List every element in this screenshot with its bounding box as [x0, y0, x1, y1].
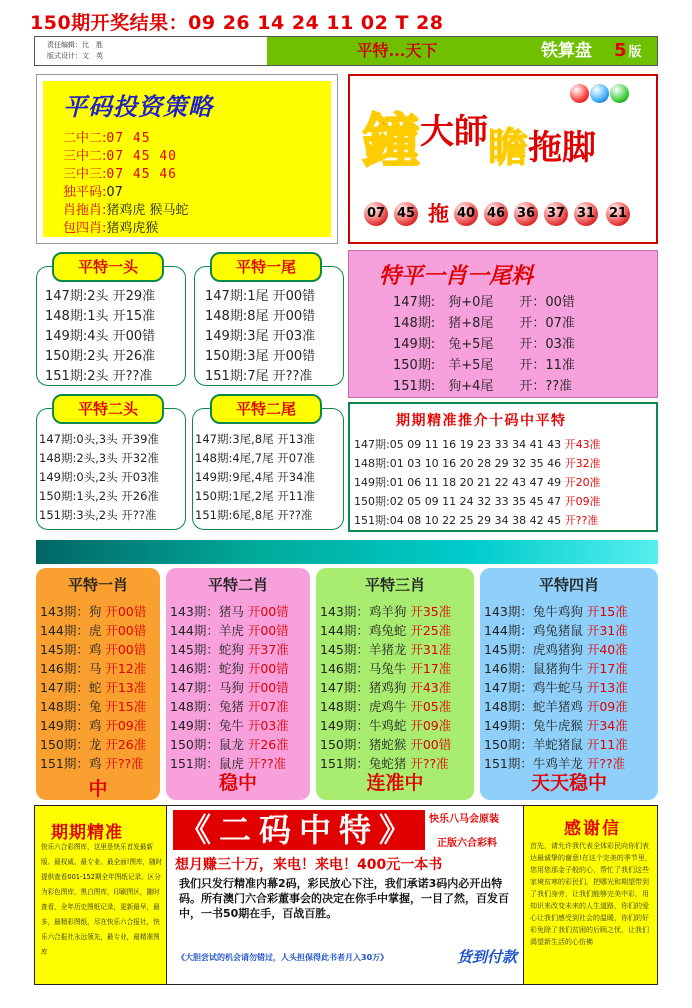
pt-head-row: 149期:4头 开00错 [45, 329, 156, 344]
promo-genuine-label: 正版六合彩料 [437, 838, 497, 849]
tuo-label: 拖 [428, 202, 449, 226]
page-number: 5 [614, 40, 627, 61]
column-foot: 连准中 [366, 772, 424, 794]
master-title: 鐘$^{大師}$瞻拖脚 [362, 107, 597, 175]
strategy-inner [43, 81, 331, 237]
column-row: 149期：兔牛 开03准 [170, 718, 289, 733]
pt-two-head-row: 147期:0头,3头 开39准 [39, 432, 159, 446]
pt-head-row: 150期:2头 开26准 [45, 349, 156, 364]
master-panel [348, 74, 658, 244]
column-row: 145期：蛇狗 开37准 [170, 642, 289, 657]
promo-original-label: 快乐八马会原装 [429, 814, 499, 825]
zodiac-tail-row: 147期: 狗+0尾 开：00错 [393, 295, 575, 310]
thanks-title: 感谢信 [564, 819, 621, 839]
pt-two-tail-row: 150期:1尾,2尾 开11准 [195, 489, 315, 503]
pt-two-tail-box [192, 408, 344, 530]
divider-bar [36, 540, 658, 564]
column-row: 150期：鼠龙 开26准 [170, 737, 289, 752]
pt-two-head-row: 151期:3头,2头 开??准 [39, 508, 157, 522]
column-row: 143期：鸡羊狗 开35准 [320, 604, 452, 619]
zodiac-tail-row: 149期: 兔+5尾 开：03准 [393, 337, 575, 352]
column-row: 151期：鼠虎 开??准 [170, 756, 287, 771]
zodiac-tail-row: 150期: 羊+5尾 开：11准 [393, 358, 575, 373]
ten-code-row: 149期:01 06 11 18 20 21 22 43 47 49 开20准 [354, 476, 601, 489]
column-row: 147期：马狗 开00错 [170, 680, 289, 695]
pt-two-head-row: 148期:2头,3头 开32准 [39, 451, 159, 465]
strategy-line: 包四肖:猪鸡虎猴 [63, 221, 159, 236]
designer-credit: 版式设计：文 英 [47, 52, 103, 60]
ten-code-row: 147期:05 09 11 16 19 23 33 34 41 43 开43准 [354, 438, 601, 451]
pt-two-head-row: 149期:0头,2头 开03准 [39, 470, 159, 484]
column-row: 146期：鼠猪狗牛 开17准 [484, 661, 628, 676]
pt-two-tail-title: 平特二尾 [210, 394, 322, 424]
ten-code-row: 150期:02 05 09 11 24 32 33 35 45 47 开09准 [354, 495, 601, 508]
number-ball: 07 [364, 202, 388, 226]
thanks-text: 首先，请允许我代表全体彩民向你们表达最诚挚的谢意!在这个完美的季节里，您用您那金子般的心，帮忙了我们这些家境贫寒的彩民们，把哪光和期望带到了我们身旁，让我们能够完美中彩，用知识来改变未来的人生道路，你们的爱心让我们感受到社会的温暖，你们的好彩免除了我们贫困的后顾之忧，让我们渴望新生活的心仿佛 [530, 842, 652, 946]
column-row: 144期：鸡兔猪鼠 开31准 [484, 623, 628, 638]
pt-tail-row: 150期:3尾 开00错 [205, 349, 316, 364]
column-row: 148期：兔 开15准 [40, 699, 147, 714]
column-row: 146期：马兔牛 开17准 [320, 661, 452, 676]
promo-panel [169, 806, 521, 984]
number-ball: 21 [606, 202, 630, 226]
column-row: 144期：羊虎 开00错 [170, 623, 289, 638]
pt-two-tail-row: 147期:3尾,8尾 开13准 [195, 432, 315, 446]
column-title: 平特四肖 [538, 576, 599, 594]
column-row: 149期：鸡 开09准 [40, 718, 147, 733]
publication-name: 铁算盘 [541, 41, 592, 61]
pt-head-row: 151期:2头 开??准 [45, 369, 153, 384]
column-row: 143期：狗 开00错 [40, 604, 147, 619]
column-title: 平特一肖 [67, 576, 128, 594]
pt-two-head-box [36, 408, 186, 530]
page-suffix: 版 [628, 45, 642, 60]
thanks-letter-panel [523, 806, 657, 984]
pt-head-row: 148期:1头 开15准 [45, 309, 156, 324]
column-pt-one-zodiac [36, 568, 160, 800]
column-row: 146期：蛇狗 开00错 [170, 661, 289, 676]
column-row: 151期：鸡 开??准 [40, 756, 144, 771]
column-row: 149期：牛鸡蛇 开09准 [320, 718, 452, 733]
ten-code-panel [348, 402, 658, 532]
zodiac-tail-row: 151期: 狗+4尾 开：??准 [393, 379, 573, 394]
accuracy-text: 快乐六合彩图库，这里是快乐首发最新版、最权威、最专业、最全面!图库，随时提供查看001-152期全年图纸记录。区分为彩色图库，黑白图库，印刷图区，随时查看，全年历史图纸记录，更新最早，最多，最精彩图纸，尽在快乐六合报社，快乐六合报社永远领先，最专业，最精准图库 [41, 843, 163, 956]
ten-code-row: 151期:04 08 10 22 25 29 34 38 42 45 开??准 [354, 514, 599, 527]
promo-chance: 《大胆尝试的机会请勿错过，人头担保得此书者月入30万》 [177, 953, 389, 962]
pt-head-box [36, 266, 186, 386]
column-pt-two-zodiac [166, 568, 310, 800]
pt-tail-row: 147期:1尾 开00错 [205, 289, 316, 304]
column-row: 150期：羊蛇猪鼠 开11准 [484, 737, 628, 752]
column-foot: 中 [88, 778, 108, 800]
number-ball: 45 [394, 202, 418, 226]
column-row: 150期：猪蛇猴 开00错 [320, 737, 452, 752]
pt-tail-row: 151期:7尾 开??准 [205, 369, 313, 384]
cash-on-delivery: 货到付款 [457, 948, 518, 966]
column-row: 145期：虎鸡猪狗 开40准 [484, 642, 628, 657]
strategy-title: 平码投资策略 [63, 93, 213, 121]
zodiac-tail-row: 148期: 猪+8尾 开：07准 [393, 316, 575, 331]
column-row: 143期：猪马 开00错 [170, 604, 289, 619]
accuracy-panel [35, 806, 167, 984]
column-row: 146期：马 开12准 [40, 661, 147, 676]
ten-code-row: 148期:01 03 10 16 20 28 29 32 35 46 开32准 [354, 457, 601, 470]
draw-result-title: 150期开奖结果：09 26 14 24 11 02 T 28 [30, 12, 444, 34]
column-row: 151期：牛鸡羊龙 开??准 [484, 756, 626, 771]
header-center-title: 平特...天下 [267, 37, 527, 65]
bottom-section [34, 805, 658, 985]
strategy-line: 三中三:07 45 46 [63, 167, 178, 182]
column-row: 147期：蛇 开13准 [40, 680, 147, 695]
ten-code-title: 期期精准推介十码中平特 [396, 413, 567, 429]
pt-tail-row: 148期:8尾 开00错 [205, 309, 316, 324]
number-ball: 46 [484, 202, 508, 226]
number-ball: 40 [454, 202, 478, 226]
number-ball: 31 [574, 202, 598, 226]
column-row: 145期：羊猪龙 开31准 [320, 642, 452, 657]
column-row: 148期：蛇羊猪鸡 开09准 [484, 699, 628, 714]
pt-two-tail-row: 149期:9尾,4尾 开34准 [195, 470, 315, 484]
column-row: 147期：猪鸡狗 开43准 [320, 680, 452, 695]
column-pt-four-zodiac [480, 568, 658, 800]
column-row: 144期：虎 开00错 [40, 623, 147, 638]
strategy-line: 肖拖肖:猪鸡虎 猴马蛇 [63, 203, 189, 218]
zodiac-tail-panel [348, 250, 658, 398]
zodiac-tail-title: 特平一肖一尾料 [379, 264, 534, 289]
column-pt-three-zodiac [316, 568, 474, 800]
accuracy-title: 期期精准 [51, 823, 123, 843]
pt-two-head-title: 平特二头 [52, 394, 164, 424]
column-title: 平特二肖 [207, 576, 268, 594]
column-row: 148期：兔猪 开07准 [170, 699, 289, 714]
pt-head-title: 平特一头 [52, 252, 164, 282]
column-row: 143期：兔牛鸡狗 开15准 [484, 604, 628, 619]
pt-two-tail-row: 148期:4尾,7尾 开07准 [195, 451, 315, 465]
pt-head-row: 147期:2头 开29准 [45, 289, 156, 304]
column-row: 149期：兔牛虎猴 开34准 [484, 718, 628, 733]
number-ball: 37 [544, 202, 568, 226]
header-right [527, 37, 657, 65]
column-row: 144期：鸡兔蛇 开25准 [320, 623, 452, 638]
pt-tail-row: 149期:3尾 开03准 [205, 329, 316, 344]
promo-headline: 《二码中特》 [173, 810, 425, 850]
credits [35, 37, 267, 65]
column-row: 150期：龙 开26准 [40, 737, 147, 752]
column-foot: 稳中 [218, 772, 257, 794]
pt-two-head-row: 150期:1头,2头 开26准 [39, 489, 159, 503]
pt-tail-box [194, 266, 344, 386]
strategy-line: 独平码:07 [63, 185, 123, 200]
column-row: 145期：鸡 开00错 [40, 642, 147, 657]
column-row: 151期：兔蛇猪 开??准 [320, 756, 449, 771]
editor-credit: 责任编辑：比 胜 [47, 41, 103, 49]
strategy-line: 二中二:07 45 [63, 131, 151, 146]
column-title: 平特三肖 [364, 576, 425, 594]
promo-promise: 我们只发行精准内幕2码，彩民放心下注，我们承诺3码内必开出特码。所有澳门六合彩董事会的决定在你手中掌握，一目了然，百发百中，一书50期在手，百战百胜。 [179, 877, 509, 920]
pt-tail-title: 平特一尾 [210, 252, 322, 282]
column-foot: 天天稳中 [530, 772, 607, 794]
column-row: 148期：虎鸡牛 开05准 [320, 699, 452, 714]
header-bar [34, 36, 658, 66]
promo-slogan: 想月赚三十万，来电！来电！400元一本书 [175, 857, 443, 873]
strategy-line: 三中二:07 45 40 [63, 149, 178, 164]
green-ball-icon [610, 84, 629, 103]
column-row: 147期：鸡牛蛇马 开13准 [484, 680, 628, 695]
strategy-panel [36, 74, 338, 244]
number-ball: 36 [514, 202, 538, 226]
pt-two-tail-row: 151期:6尾,8尾 开??准 [195, 508, 313, 522]
